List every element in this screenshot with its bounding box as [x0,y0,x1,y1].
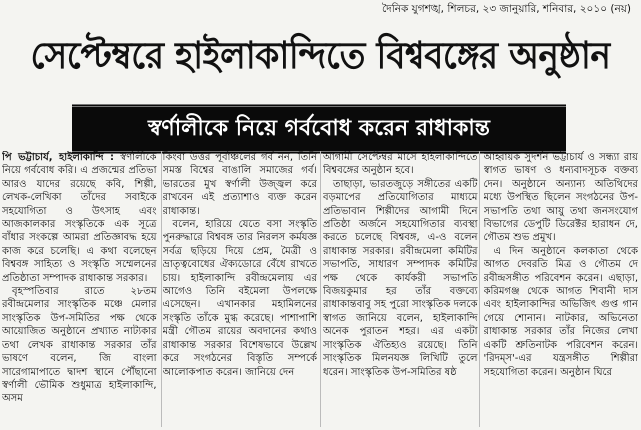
paragraph: কিংবা উত্তর পূর্বাঞ্চলের গর্ব নন, তিনি সমস্ত বিশ্বের বাঙালি সমাজের গর্ব। ভারতের মুখ স্বর্ণালী উজ্জ্বল করে রাখবেন এই প্রত্যাশাও ব্যক্ত করেন রাধাকান্ত। [162,152,317,217]
article-column-2 [163,151,318,429]
paragraph: আগামী সেপ্টেম্বর মাসে হাইলাকান্দিতে বিশ্ববঙ্গের অনুষ্ঠান হবে। [323,152,478,177]
article-column-3 [323,151,478,429]
paragraph: আহ্বায়ক সুদর্শন ভট্টাচার্য ও সন্ধ্যা রায় স্বাগত ভাষণ ও ধন্যবাদসূচক বক্তব্য দেন। অনুষ্ঠানে অন্যান্য অতিথিদের মধ্যে উপস্থিত ছিলেন সংগঠনের উপ-সভাপতি তথা আয়ু তথা জনসংযোগ বিভাগের ডেপুটি ডিরেক্টর হারাধন দে, গৌতম শুভ প্রমুখ। [483,152,638,244]
column-rule [479,151,480,427]
paragraph [2,151,157,285]
masthead: দৈনিক যুগশঙ্খ, শিলচর, ২৩ জানুয়ারি, শনিবার, ২০১০ (নয়) [381,3,631,15]
article-column-4 [484,151,639,429]
article-column-1 [2,151,157,429]
paragraph: বৃহস্পতিবার রাতে ২৮তম রবীন্দ্রমেলার সাংস্কৃতিক মঞ্চে মেলার সাংস্কৃতিক উপ-সমিতির পক্ষ থেকে আয়োজিত অনুষ্ঠানে প্রখ্যাত নাট্যকার তথা লেখক রাধাকান্ত সরকার তাঁর ভাষণে বলেন, জি বাংলা সারেগামাপাতে দ্বাদশ স্থানে পৌঁছানো স্বর্ণালী ভৌমিক শুধুমাত্র হাইলাকান্দি, অসম [2,286,157,405]
paragraph: তাছাড়া, ভারতজুড়ে সঙ্গীতের একটি বড়মাপের প্রতিযোগিতার মাধ্যমে প্রতিভাবান শিল্পীদের আগামী দিনে প্রতিষ্ঠা অর্জনে সহযোগিতার ব্যবস্থা করতে চলেছে বিশ্ববঙ্গ, এ-ও বলেন রাধাকান্ত সরকার। রবীন্দ্রমেলা কমিটির সভাপতি, সাধারণ সম্পাদক কমিটির পক্ষ থেকে কার্যকরী সভাপতি বিজয়কুমার হর তাঁর বক্তব্যে রাধাকান্তবাবু সহ পুরো সাংস্কৃতিক দলকে স্বাগত জানিয়ে বলেন, হাইলাকান্দি অনেক পুরাতন শহর। এর একটা সাংস্কৃতিক ঐতিহ্যও রয়েছে। তিনি সাংস্কৃতিক মিলনযজ্ঞ লিখিটি তুলে ধরেন। সাংস্কৃতিক উপ-সমিতির ষষ্ঠ [323,178,478,378]
headline: সেপ্টেম্বরে হাইলাকান্দিতে বিশ্ববঙ্গের অনুষ্ঠান [30,34,611,77]
subheadline-bar [72,104,566,154]
paragraph: বলেন, হারিয়ে যেতে বসা সংস্কৃতি পুনরুদ্ধারে বিশ্ববঙ্গ তার নিরলস কর্মযজ্ঞ সর্বত্র ছড়িয়ে দিয়ে প্রেম, মৈত্রী ও ভ্রাতৃত্ববোধের ঐক্যডোরে বেঁধে রাখতে চায়। হাইলাকান্দি রবীন্দ্রমেলায় এর আগেও তিনি বইমেলা উপলক্ষে এসেছেন। এখানকার মহামিলনের সংস্কৃতি তাঁকে মুগ্ধ করেছে। পাশাপাশি মন্ত্রী গৌতম রায়ের অবদানের কথাও রাধাকান্ত সরকার বিশেষভাবে উল্লেখ করে সংগঠনের বিস্তৃতি সম্পর্কে আলোকপাত করেন। জানিয়ে দেন [162,219,317,378]
column-rule [161,151,162,427]
byline: পি ভট্টাচার্য, হাইলাকান্দি : [2,152,114,163]
paragraph-text: স্বর্ণালীকে নিয়ে গর্ববোধ করি। এ প্রজন্মের প্রতিভা আরও যাদের রয়েছে কবি, শিল্পী, লেখক-লেখিকা তাঁদের সবাইকে সহযোগিতা ও উৎসাহ এবং আজকালকার সংস্কৃতিকে এক সূত্রে বাঁধার সংকল্পে আমরা প্রতিজ্ঞাবদ্ধ হয়ে কাজ করে চলেছি। এ কথা বলেছেন বিশ্ববঙ্গ সাহিত্য ও সংস্কৃতি সম্মেলনের প্রতিষ্ঠাতা সম্পাদক রাধাকান্ত সরকার। [2,152,157,284]
paragraph: এ দিন অনুষ্ঠানে কলকাতা থেকে আগত দেবরতি মিত্র ও গৌতম দে রবীন্দ্রসঙ্গীত পরিবেশন করেন। এছাড়া, করিমগঞ্জ থেকে আগত শিবানী দাস এবং হাইলাকান্দির অভিজিৎ গুপ্ত গান গেয়ে শোনান। নাটকার, অভিনেতা রাধাকান্ত সরকার তাঁর নিজের লেখা একটি শ্রুতিনাটক পরিবেশন করেন। 'রিদম্স'-এর যন্ত্রসঙ্গীত শিল্পীরা সহযোগিতা করেন। অনুষ্ঠান ঘিরে [483,245,638,378]
subheadline: স্বর্ণালীকে নিয়ে গর্ববোধ করেন রাধাকান্ত [148,115,490,141]
column-rule [320,151,321,427]
